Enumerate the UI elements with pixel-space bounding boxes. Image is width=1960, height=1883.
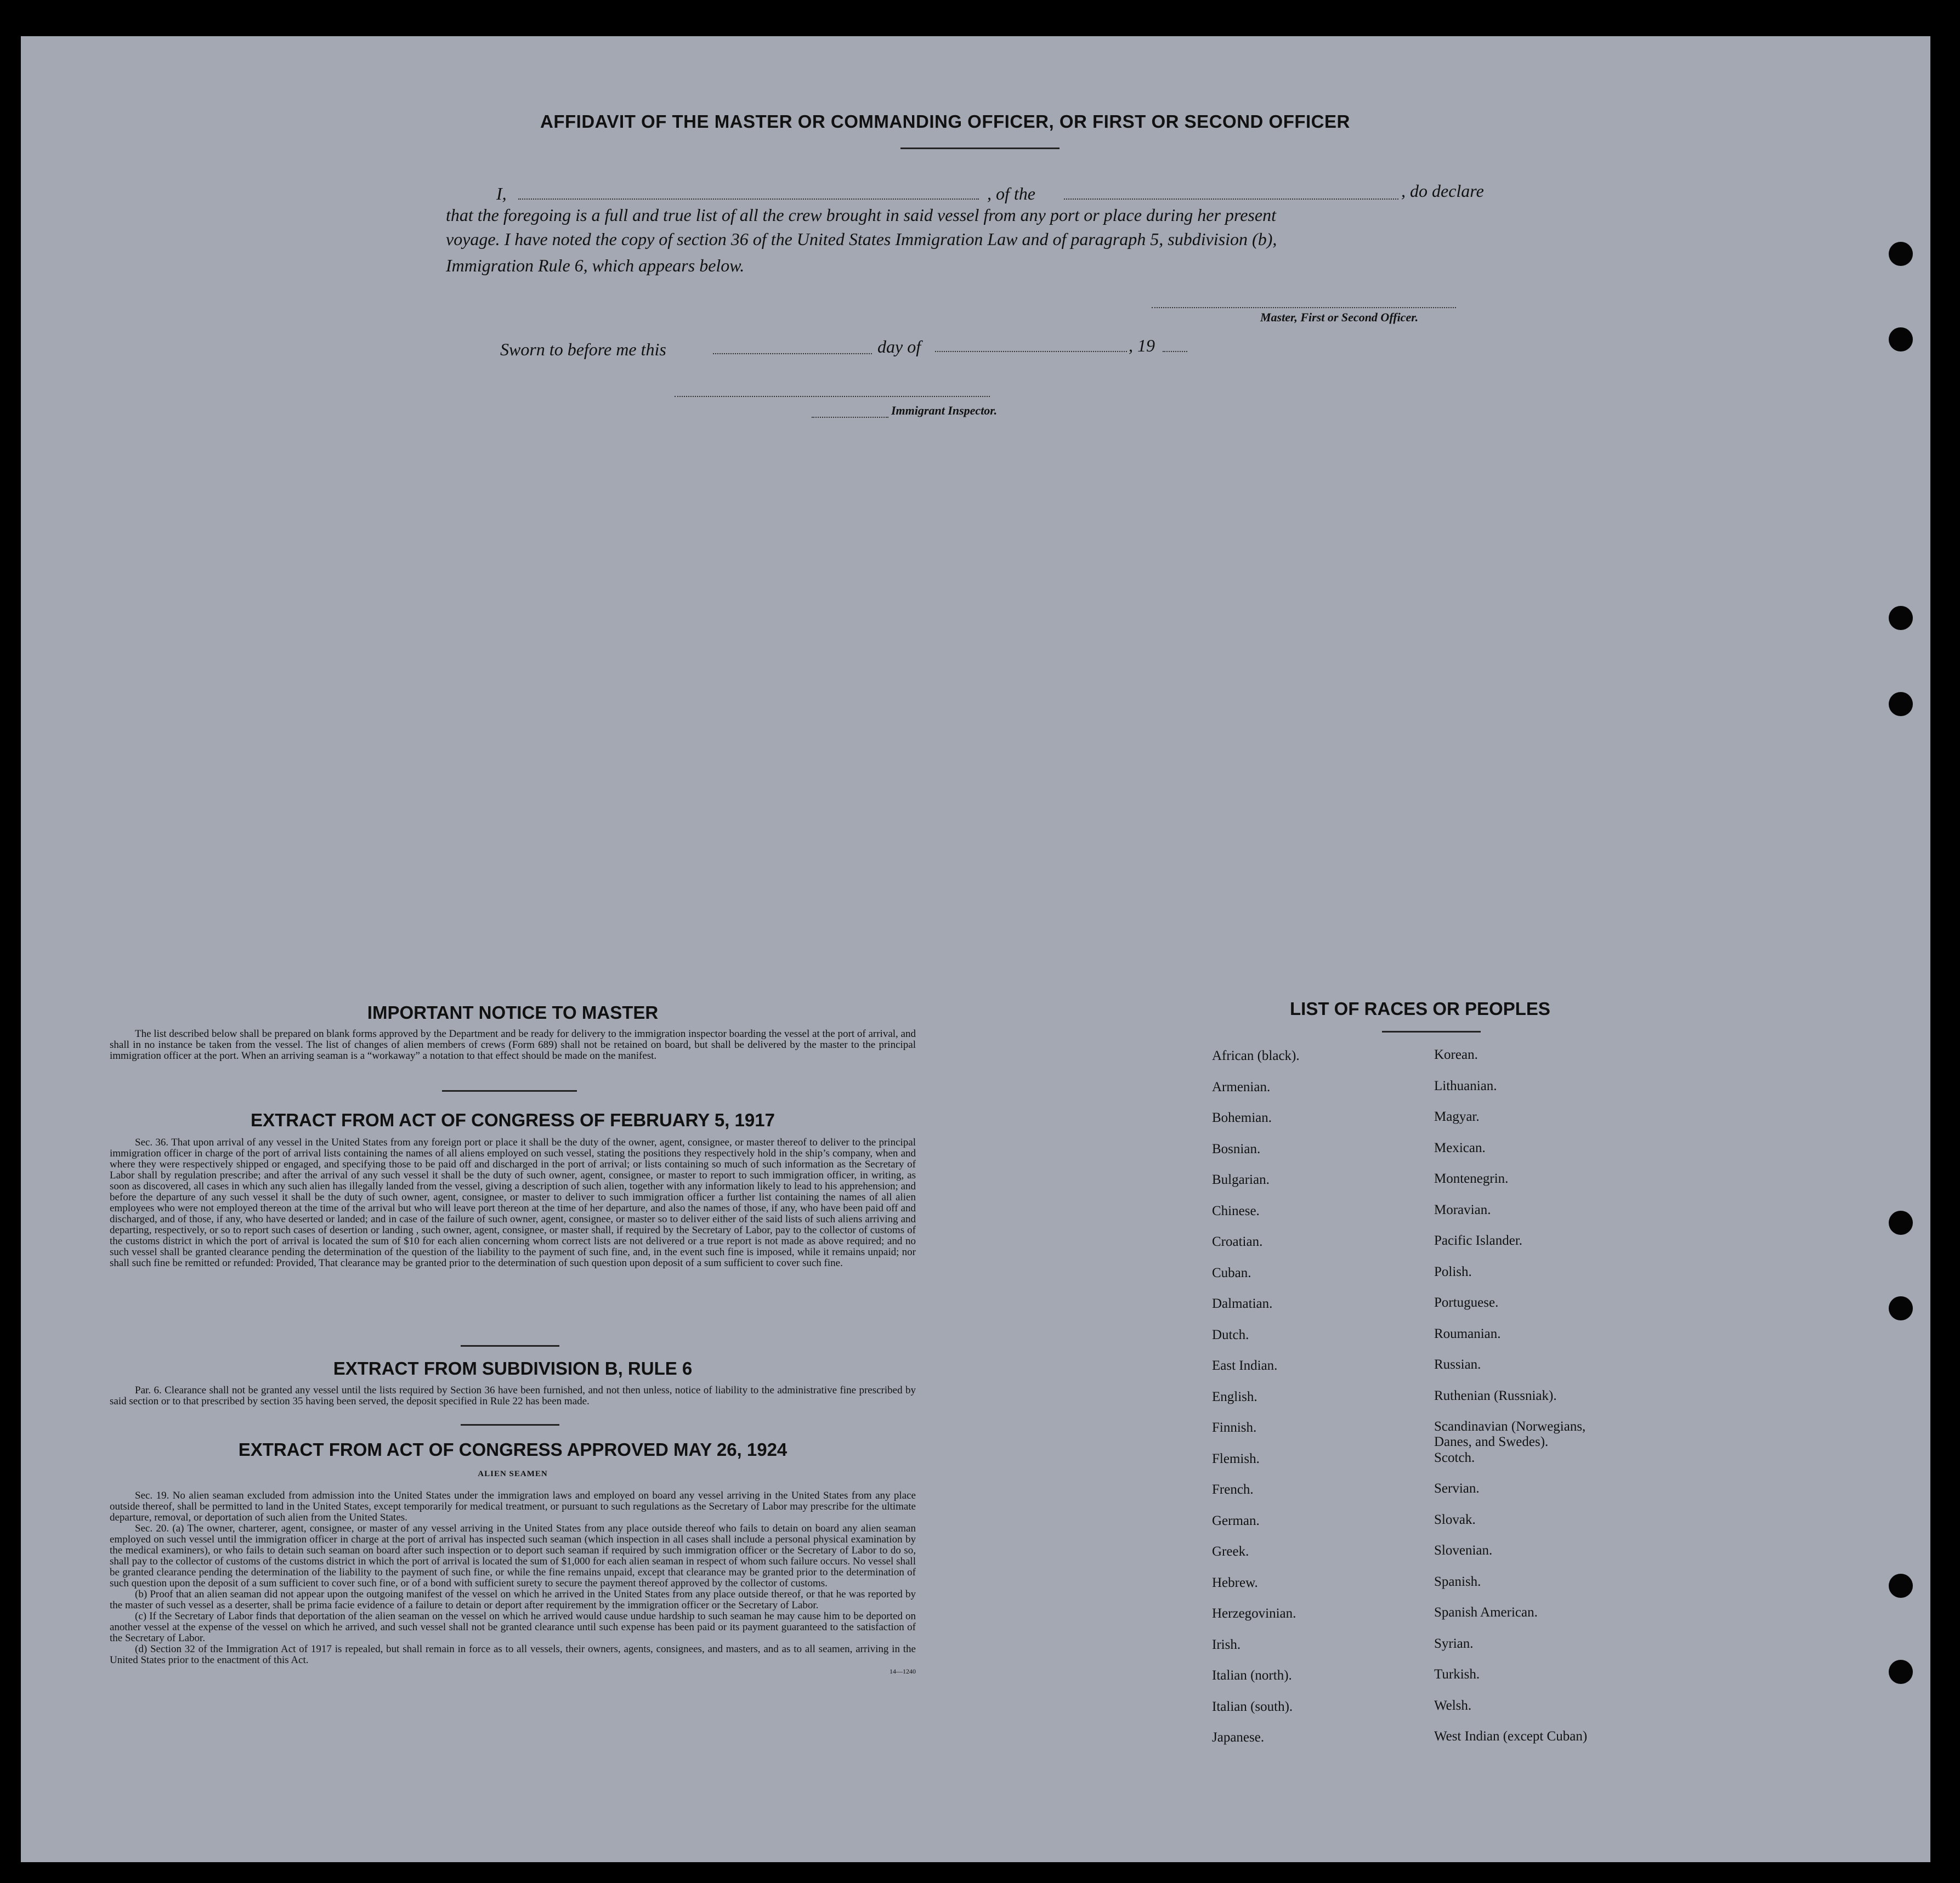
race-item: African (black). bbox=[1212, 1048, 1300, 1063]
section-36-paragraph: Sec. 36. That upon arrival of any vessel in the United States from any foreign port or place it shall be the duty of the owner, agent, consignee, or master thereof to deliver to the principal immigration officer in charge of the port of arrival lists containing the names of all aliens employed on such vessel, stating the positions they respectively hold in the ship’s company, when and where they were respectively shipped or engaged, and specifying those to be paid off and discharged in the port of arrival; or lists containing so much of such information as the Secretary of Labor shall by regulation prescribe; and after the arrival of any such vessel it shall be the duty of such owner, agent, consignee, or master to report to such immigration officer, in writing, as soon as discovered, all cases in which any such alien has illegally landed from the vessel, giving a description of such alien, together with any information likely to lead to his apprehension; and before the departure of any such vessel it shall be the duty of such owner, agent, consignee, or master to deliver to such immigration officer a further list containing the names of all alien employees who were not employed thereon at the time of the arrival but who will leave port thereon at the time of her departure, and also the names of those, if any, who have been paid off and discharged, and of those, if any, who have deserted or landed; and in case of the failure of such owner, agent, consignee, or master so to deliver either of the said lists of such aliens arriving and departing, respectively, or so to report such cases of desertion or landing , such owner, agent, consignee, or master shall, if required by the Secretary of Labor, pay to the collector of customs of the customs district in which the port of arrival is located the sum of $10 for each alien concerning whom correct lists are not delivered or a true report is not made as above required; and no such vessel shall be granted clearance pending the determination of the question of the liability to the payment of such fine, and, in the event such fine is imposed, while it remains unpaid; nor shall such fine be remitted or refunded: Provided, That clearance may be granted prior to the determination of such question upon deposit of a sum sufficient to cover such fine. bbox=[110, 1137, 916, 1269]
notice-title: IMPORTANT NOTICE TO MASTER bbox=[367, 1002, 659, 1023]
sec-20a-paragraph: Sec. 20. (a) The owner, charterer, agent, consignee, or master of any vessel arriving in the United States from any place outside thereof who fails to detain on board any alien seaman employed on such vessel until the immigration officer in charge at the port of arrival has inspected such seaman (which inspection in all cases shall include a personal physical examination by the medical examiners), or who fails to detain such seaman on board after such inspection or to deport such seaman if required by such immigration officer or the Secretary of Labor to do so, shall pay to the collector of customs of the customs district in which the port of arrival is located the sum of $1,000 for each alien seaman in respect of whom such failure occurs. No vessel shall be granted clearance pending the determination of the liability to the payment of such fine, or while the fine remains unpaid, except that clearance may be granted prior to the determination of such question upon the deposit of a sum sufficient to cover such fine, or of a bond with sufficient surety to secure the payment thereof approved by the collector of customs. bbox=[110, 1523, 916, 1589]
sec-20b-paragraph: (b) Proof that an alien seaman did not appear upon the outgoing manifest of the vessel on which he arrived in the United States from any place outside thereof, or that he was reported by the master of such vessel as a deserter, shall be prima facie evidence of a failure to detain or deport after requirement by the immigration officer or the Secretary of Labor. bbox=[110, 1589, 916, 1611]
race-item: Flemish. bbox=[1212, 1451, 1260, 1466]
master-signature-field[interactable] bbox=[1152, 307, 1456, 308]
binder-hole bbox=[1889, 1660, 1913, 1684]
day-of-text: day of bbox=[877, 337, 921, 356]
race-item: Finnish. bbox=[1212, 1420, 1257, 1435]
affidavit-line-2: that the foregoing is a full and true list of all the crew brought in said vessel from any port or place during her present bbox=[446, 205, 1276, 225]
race-item: Lithuanian. bbox=[1434, 1078, 1497, 1093]
title-underline bbox=[900, 148, 1060, 149]
extract-1917-body bbox=[110, 1137, 916, 1269]
race-item: Bosnian. bbox=[1212, 1141, 1261, 1156]
sworn-day-field[interactable] bbox=[713, 353, 872, 354]
alien-seamen-subtitle: ALIEN SEAMEN bbox=[478, 1470, 548, 1478]
officer-rank-field[interactable] bbox=[1064, 198, 1398, 200]
binder-hole bbox=[1889, 1574, 1913, 1598]
sworn-text: Sworn to before me this bbox=[500, 339, 666, 359]
sworn-year-field[interactable] bbox=[1163, 351, 1187, 352]
race-item: Herzegovinian. bbox=[1212, 1606, 1296, 1621]
binder-hole bbox=[1889, 606, 1913, 630]
race-item: French. bbox=[1212, 1482, 1254, 1497]
race-item: Ruthenian (Russniak). bbox=[1434, 1388, 1557, 1403]
section-divider bbox=[442, 1090, 577, 1092]
inspector-label: Immigrant Inspector. bbox=[891, 404, 998, 417]
race-item: English. bbox=[1212, 1389, 1257, 1404]
race-item: Dutch. bbox=[1212, 1327, 1249, 1342]
race-item: Russian. bbox=[1434, 1357, 1481, 1372]
race-item: West Indian (except Cuban) bbox=[1434, 1729, 1588, 1744]
race-item: Spanish American. bbox=[1434, 1605, 1538, 1620]
race-item: Pacific Islander. bbox=[1434, 1233, 1523, 1248]
extract-1917-title: EXTRACT FROM ACT OF CONGRESS OF FEBRUARY 5, 1917 bbox=[251, 1110, 775, 1130]
race-item: Moravian. bbox=[1434, 1202, 1491, 1217]
sec-20d-paragraph: (d) Section 32 of the Immigration Act of 1917 is repealed, but shall remain in force as to all vessels, their owners, agents, consignees, and masters, and as to all seamen, arriving in the United States prior to the enactment of this Act. bbox=[110, 1643, 916, 1666]
affidavit-title: AFFIDAVIT OF THE MASTER OR COMMANDING OFFICER, OR FIRST OR SECOND OFFICER bbox=[540, 111, 1350, 132]
race-item: Japanese. bbox=[1212, 1730, 1265, 1745]
race-item: Welsh. bbox=[1434, 1698, 1472, 1713]
race-item: Italian (north). bbox=[1212, 1668, 1292, 1683]
race-item: Slovak. bbox=[1434, 1512, 1476, 1527]
race-item: Magyar. bbox=[1434, 1109, 1480, 1124]
race-item: Irish. bbox=[1212, 1637, 1241, 1652]
race-item: Mexican. bbox=[1434, 1140, 1486, 1155]
race-item: Armenian. bbox=[1212, 1079, 1271, 1094]
form-number: 14—1240 bbox=[890, 1668, 916, 1675]
affidavit-line-3: voyage. I have noted the copy of section 36 of the United States Immigration Law and of paragraph 5, subdivision (b), bbox=[446, 229, 1277, 249]
race-item: East Indian. bbox=[1212, 1358, 1278, 1373]
affidavit-declare: , do declare bbox=[1401, 181, 1484, 201]
races-right-column bbox=[1434, 1047, 1587, 1760]
race-item: Chinese. bbox=[1212, 1203, 1260, 1218]
binder-hole bbox=[1889, 692, 1913, 716]
race-item: Scandinavian (Norwegians, Danes, and Swedes). bbox=[1434, 1419, 1586, 1449]
declarant-name-field[interactable] bbox=[518, 198, 979, 200]
race-item: Korean. bbox=[1434, 1047, 1478, 1062]
race-item: Polish. bbox=[1434, 1264, 1472, 1279]
binder-hole bbox=[1889, 1296, 1913, 1320]
races-title-underline bbox=[1382, 1031, 1481, 1033]
races-title: LIST OF RACES OR PEOPLES bbox=[1290, 999, 1550, 1019]
binder-hole bbox=[1889, 1211, 1913, 1235]
notice-body bbox=[110, 1029, 916, 1062]
race-item: Portuguese. bbox=[1434, 1295, 1499, 1310]
race-item: Syrian. bbox=[1434, 1636, 1474, 1651]
binder-hole bbox=[1889, 242, 1913, 266]
extract-rule6-title: EXTRACT FROM SUBDIVISION B, RULE 6 bbox=[333, 1358, 693, 1379]
extract-rule6-body bbox=[110, 1385, 916, 1407]
race-item: Roumanian. bbox=[1434, 1326, 1501, 1341]
year-prefix: , 19 bbox=[1129, 336, 1155, 355]
race-item: Hebrew. bbox=[1212, 1575, 1258, 1590]
race-item: Bulgarian. bbox=[1212, 1172, 1270, 1187]
race-item: Spanish. bbox=[1434, 1574, 1481, 1589]
sec-20c-paragraph: (c) If the Secretary of Labor finds that deportation of the alien seaman on the vessel on which he arrived would cause undue hardship to such seaman he may cause him to be deported on another vessel at the expense of the vessel on which he arrived, and such vessel shall not be granted clearance until such expense has been paid or its payment guaranteed to the satisfaction of the Secretary of Labor. bbox=[110, 1610, 916, 1644]
extract-1924-body bbox=[110, 1490, 916, 1677]
race-item: Italian (south). bbox=[1212, 1699, 1293, 1714]
race-item: Slovenian. bbox=[1434, 1543, 1493, 1558]
section-divider bbox=[461, 1345, 559, 1347]
extract-1924-title: EXTRACT FROM ACT OF CONGRESS APPROVED MAY 26, 1924 bbox=[238, 1439, 788, 1460]
affidavit-line-4: Immigration Rule 6, which appears below. bbox=[446, 256, 745, 275]
race-item: German. bbox=[1212, 1513, 1260, 1528]
race-item: Dalmatian. bbox=[1212, 1296, 1273, 1311]
affidavit-of-the: , of the bbox=[987, 184, 1035, 203]
sec-19-paragraph: Sec. 19. No alien seaman excluded from admission into the United States under the immigration laws and employed on board any vessel arriving in the United States from any place outside thereof, shall be permitted to land in the United States, except temporarily for medical treatment, or pursuant to such regulations as the Secretary of Labor may prescribe for the ultimate departure, removal, or deportation of such alien from the United States. bbox=[110, 1490, 916, 1523]
inspector-leader bbox=[812, 417, 888, 418]
notice-paragraph: The list described below shall be prepared on blank forms approved by the Department and be ready for delivery to the immigration inspector boarding the vessel at the port of arrival, and shall in no instance be taken from the vessel. The list of changes of alien members of crews (Form 689) shall not be retained on board, but shall be delivered by the master to the principal immigration officer at the port. When an arriving seaman is a “workaway” a notation to that effect should be made on the manifest. bbox=[110, 1028, 916, 1062]
race-item: Cuban. bbox=[1212, 1265, 1251, 1280]
par-6-paragraph: Par. 6. Clearance shall not be granted any vessel until the lists required by Section 36 have been furnished, and not then unless, notice of liability to the administrative fine prescribed by said section or to that prescribed by section 35 having been served, the deposit specified in Rule 22 has been made. bbox=[110, 1385, 916, 1407]
race-item: Turkish. bbox=[1434, 1667, 1480, 1682]
race-item: Bohemian. bbox=[1212, 1110, 1272, 1125]
race-item: Montenegrin. bbox=[1434, 1171, 1509, 1186]
affidavit-i: I, bbox=[496, 184, 507, 203]
section-divider bbox=[461, 1424, 559, 1426]
race-item: Greek. bbox=[1212, 1544, 1249, 1559]
binder-hole bbox=[1889, 327, 1913, 351]
race-item: Croatian. bbox=[1212, 1234, 1263, 1249]
race-item: Servian. bbox=[1434, 1481, 1480, 1496]
races-left-column bbox=[1212, 1048, 1300, 1761]
sworn-month-field[interactable] bbox=[935, 351, 1127, 352]
inspector-signature-field[interactable] bbox=[675, 396, 990, 397]
race-item: Scotch. bbox=[1434, 1450, 1475, 1465]
master-signature-label: Master, First or Second Officer. bbox=[1260, 310, 1419, 324]
